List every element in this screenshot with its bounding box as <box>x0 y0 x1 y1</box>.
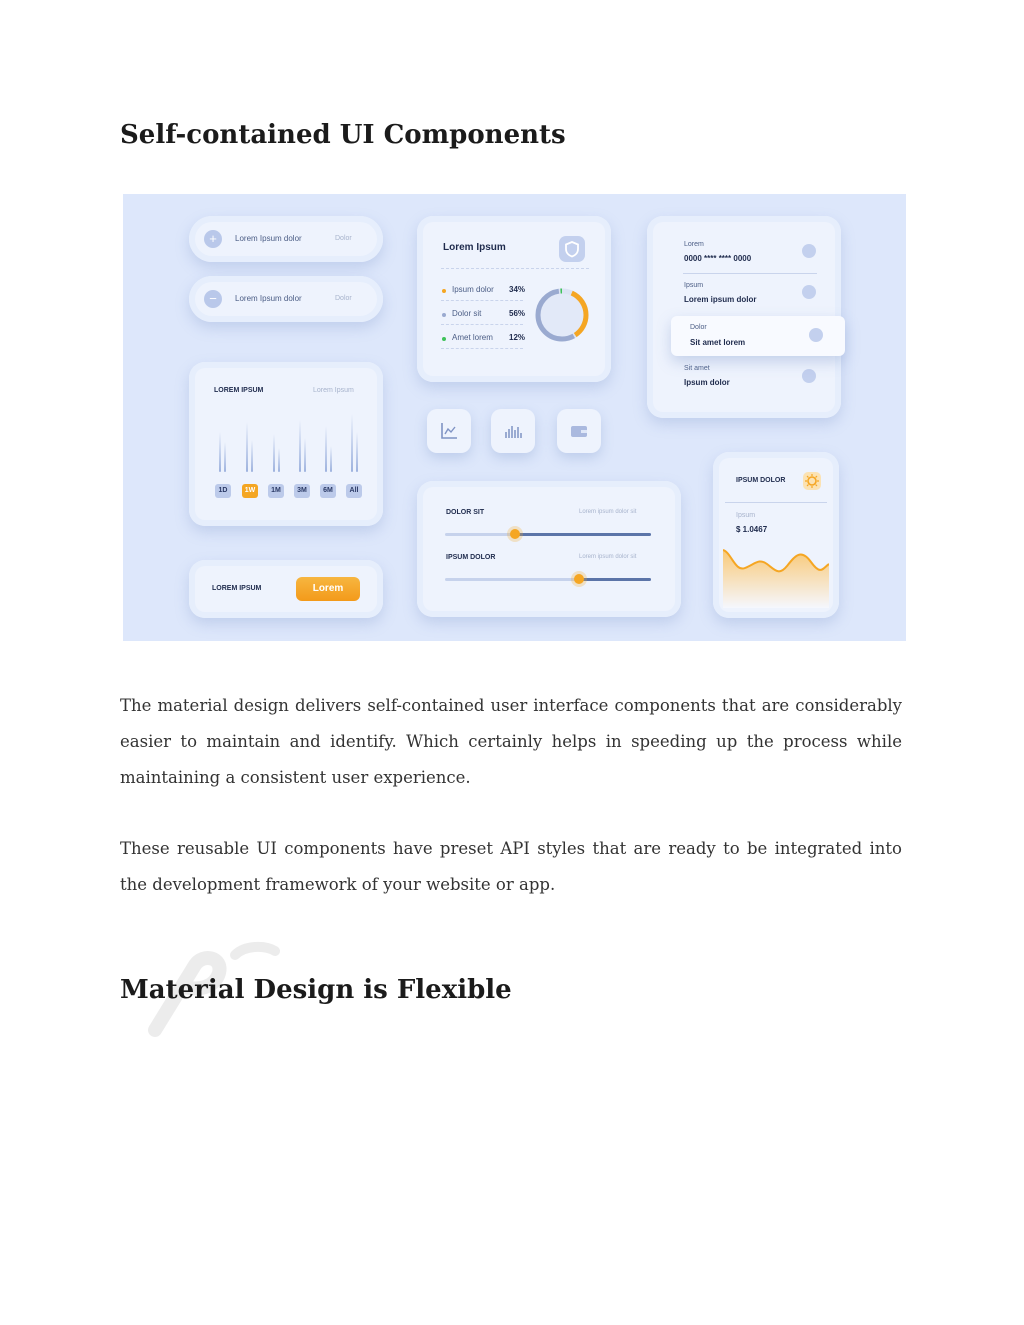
account-row-label: Lorem <box>684 241 704 248</box>
bar <box>219 432 221 472</box>
line-chart-icon <box>439 421 459 441</box>
slider-hint: Lorem ipsum dolor sit <box>579 509 637 515</box>
donut-legend-value: 12% <box>509 333 526 342</box>
list-item-card <box>189 276 383 322</box>
bar <box>246 422 248 472</box>
price-value: $ 1.0467 <box>736 525 768 534</box>
account-row-value: 0000 **** **** 0000 <box>684 254 752 263</box>
donut-legend-label: Ipsum dolor <box>452 285 494 294</box>
chevron-icon <box>802 369 816 383</box>
sun-icon <box>803 472 821 490</box>
account-row-highlighted <box>671 316 845 356</box>
bar <box>330 446 332 472</box>
bar-chart-card <box>189 362 383 526</box>
slider-knob[interactable] <box>510 529 520 539</box>
price-card-title: IPSUM DOLOR <box>736 477 786 484</box>
price-label: Ipsum <box>736 512 756 519</box>
button-card-label: LOREM IPSUM <box>212 585 262 592</box>
ui-components-illustration <box>123 194 906 641</box>
bar-chart-icon-card[interactable] <box>491 409 535 453</box>
slider-label: DOLOR SIT <box>446 509 485 516</box>
price-sparkline <box>723 542 829 608</box>
account-row-label: Sit amet <box>684 365 710 372</box>
shield-icon <box>559 236 585 262</box>
donut-legend-value: 34% <box>509 285 526 294</box>
donut-legend-value: 56% <box>509 309 526 318</box>
bar <box>273 434 275 472</box>
donut-legend-label: Amet lorem <box>452 333 493 342</box>
donut-card <box>417 216 611 382</box>
slider-card <box>417 481 681 617</box>
list-item-value: Dolor <box>335 235 352 242</box>
bar <box>304 438 306 472</box>
bar <box>356 432 358 472</box>
slider-hint: Lorem ipsum dolor sit <box>579 554 637 560</box>
donut-card-title: Lorem Ipsum <box>443 242 506 253</box>
chevron-icon <box>809 328 823 342</box>
range-chip-1d[interactable]: 1D <box>215 484 231 498</box>
chevron-icon <box>802 244 816 258</box>
section-heading-flexible: Material Design is Flexible <box>120 975 512 1005</box>
list-item-label: Lorem Ipsum dolor <box>235 234 302 243</box>
bar <box>325 426 327 472</box>
bar <box>224 442 226 472</box>
bar <box>351 414 353 472</box>
account-row-value: Lorem ipsum dolor <box>684 295 757 304</box>
bar <box>299 420 301 472</box>
body-paragraph: These reusable UI components have preset API styles that are ready to be integrated into the development framework of your website or app. <box>120 839 902 894</box>
price-card <box>713 452 839 618</box>
wallet-icon <box>569 421 589 441</box>
list-item-label: Lorem Ipsum dolor <box>235 294 302 303</box>
button-card <box>189 560 383 618</box>
account-row-label: Dolor <box>690 324 707 331</box>
chevron-icon <box>802 285 816 299</box>
bar-card-subtitle: Lorem Ipsum <box>313 387 354 394</box>
bar-card-title: LOREM IPSUM <box>214 387 264 394</box>
range-chip-all[interactable]: All <box>346 484 362 498</box>
range-chip-1m[interactable]: 1M <box>268 484 284 498</box>
section-heading-components: Self-contained UI Components <box>120 120 566 150</box>
body-paragraph: The material design delivers self-contained user interface components that are considerably easier to maintain and identify. Which certainly helps in speeding up the process while maintaining a consistent user experience. <box>120 696 902 787</box>
lorem-button[interactable]: Lorem <box>296 577 360 601</box>
range-chip-6m[interactable]: 6M <box>320 484 336 498</box>
slider-fill <box>580 578 651 581</box>
range-chip-1w[interactable]: 1W <box>242 484 258 498</box>
slider-fill <box>515 533 651 536</box>
donut-legend-label: Dolor sit <box>452 309 482 318</box>
bar <box>251 440 253 472</box>
slider-label: IPSUM DOLOR <box>446 554 496 561</box>
donut-chart <box>533 286 591 344</box>
minus-icon: − <box>204 290 222 308</box>
range-chip-3m[interactable]: 3M <box>294 484 310 498</box>
account-row-value: Sit amet lorem <box>690 338 746 347</box>
wallet-icon-card[interactable] <box>557 409 601 453</box>
bar-chart-icon <box>503 421 523 441</box>
list-item-card <box>189 216 383 262</box>
slider-knob[interactable] <box>574 574 584 584</box>
list-item-value: Dolor <box>335 295 352 302</box>
plus-icon: + <box>204 230 222 248</box>
line-chart-icon-card[interactable] <box>427 409 471 453</box>
account-row-value: Ipsum dolor <box>684 378 730 387</box>
bar <box>278 448 280 472</box>
account-row-label: Ipsum <box>684 282 704 289</box>
